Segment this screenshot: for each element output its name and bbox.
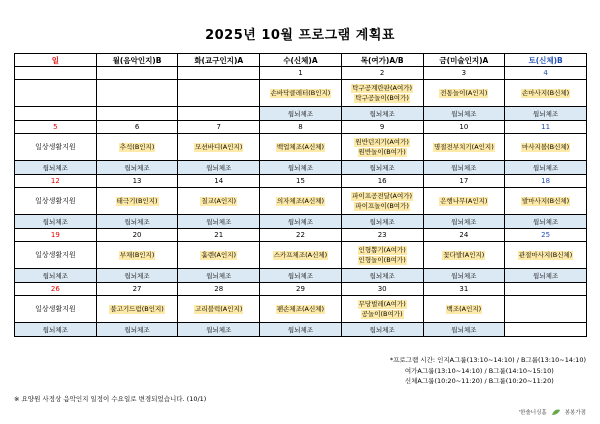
program-row: [15, 80, 587, 107]
date-cell: 4: [505, 67, 587, 80]
program-item: 훌렌(A인지): [201, 250, 237, 259]
date-row: [15, 229, 587, 242]
program-item: 무당벌레(A여가): [358, 299, 406, 308]
daily-support-label: 일상생활지원: [35, 197, 76, 205]
exercise-cell: 웜뇌체조: [260, 107, 342, 121]
program-cell: [341, 80, 423, 107]
date-cell: 24: [423, 229, 505, 242]
date-cell: 3: [423, 67, 505, 80]
note-line: 신체A그룹(10:20~11:20) / B그룹(10:20~11:20): [404, 377, 554, 385]
program-item: 전통놀이(A인지): [440, 88, 488, 97]
exercise-cell: 웜뇌체조: [505, 107, 587, 121]
program-item: 태극기(B인지): [116, 196, 158, 205]
date-cell: 9: [341, 121, 423, 134]
program-item: 관절마사지(B신체): [518, 250, 573, 259]
note-line: 여가A그룹(13:10~14:10) / B그룹(14:10~15:10): [404, 366, 554, 375]
program-item: 탁구공놀이(B여가): [355, 93, 409, 102]
exercise-cell: 웜뇌체조: [341, 215, 423, 229]
program-cell: [96, 296, 178, 323]
program-item: 의자체조(A신체): [276, 196, 325, 205]
exercise-row: [15, 161, 587, 175]
exercise-cell: 웜뇌체조: [178, 269, 260, 283]
program-cell: [96, 242, 178, 269]
daily-support-label: 일상생활지원: [35, 143, 76, 151]
exercise-cell: 웜뇌체조: [15, 323, 97, 337]
exercise-cell: 웜뇌체조: [260, 269, 342, 283]
schedule-change-notice: ※ 요양원 사정상 음악인지 일정이 수요일로 변경되었습니다. (10/1): [14, 395, 207, 403]
program-cell: [15, 242, 97, 269]
footer: [519, 408, 586, 416]
program-time-notes: [390, 355, 586, 387]
weekday-header: 월(음악인지)B: [96, 54, 178, 67]
daily-support-label: 일상생활지원: [35, 305, 76, 313]
program-cell: [341, 242, 423, 269]
program-cell: [15, 80, 97, 107]
program-item: 발마사지(B신체): [522, 196, 570, 205]
program-cell: [505, 80, 587, 107]
program-item: 인형뽑기(A여가): [358, 245, 406, 254]
program-cell: [423, 80, 505, 107]
date-cell: 12: [15, 175, 97, 188]
exercise-cell: [96, 107, 178, 121]
exercise-cell: 웜뇌체조: [341, 323, 423, 337]
date-cell: 1: [260, 67, 342, 80]
page-title: 2025년 10월 프로그램 계획표: [205, 28, 395, 43]
exercise-cell: 웜뇌체조: [423, 323, 505, 337]
program-item: 원반던지기(A여가): [355, 137, 409, 146]
date-cell: 11: [505, 121, 587, 134]
exercise-cell: [178, 107, 260, 121]
date-cell: 27: [96, 283, 178, 296]
exercise-cell: 웜뇌체조: [178, 323, 260, 337]
exercise-cell: 웜뇌체조: [96, 215, 178, 229]
date-cell: 2: [341, 67, 423, 80]
date-cell: 30: [341, 283, 423, 296]
program-cell: [341, 134, 423, 161]
program-cell: [260, 188, 342, 215]
exercise-cell: 웜뇌체조: [178, 215, 260, 229]
date-cell: 23: [341, 229, 423, 242]
exercise-cell: 웜뇌체조: [423, 269, 505, 283]
program-cell: [423, 242, 505, 269]
program-cell: [423, 134, 505, 161]
program-row: [15, 296, 587, 323]
program-cell: [15, 188, 97, 215]
weekday-header: 일: [15, 54, 97, 67]
exercise-row: [15, 323, 587, 337]
date-cell: 16: [341, 175, 423, 188]
program-cell: [423, 188, 505, 215]
program-cell: [260, 296, 342, 323]
program-cell: [505, 296, 587, 323]
program-item: 인형놀이(B여가): [358, 255, 406, 264]
program-cell: [15, 134, 97, 161]
date-cell: 7: [178, 121, 260, 134]
program-cell: [178, 296, 260, 323]
program-cell: [260, 80, 342, 107]
date-cell: 25: [505, 229, 587, 242]
program-item: 추석(B인지): [119, 142, 155, 151]
program-item: 탁구공계란판(A여가): [352, 83, 413, 92]
exercise-cell: 웜뇌체조: [341, 107, 423, 121]
program-row: [15, 242, 587, 269]
exercise-cell: 웜뇌체조: [96, 161, 178, 175]
program-cell: [260, 242, 342, 269]
program-item: 파이프놀이(B여가): [355, 201, 409, 210]
program-cell: [178, 188, 260, 215]
calendar-table: [14, 53, 587, 337]
note-line: *프로그램 시간: 인지A그룹(13:10~14:10) / B그룹(13:10~14:10): [389, 356, 586, 364]
program-item: 백조(A인지): [446, 304, 482, 313]
program-item: 불고기드럼(B인지): [110, 304, 164, 313]
branch-name: 봉봉가점: [564, 410, 586, 416]
date-cell: 20: [96, 229, 178, 242]
program-cell: [15, 296, 97, 323]
date-cell: 5: [15, 121, 97, 134]
weekday-header: 화(교구인지)A: [178, 54, 260, 67]
weekday-header: 수(신체)A: [260, 54, 342, 67]
exercise-cell: 웜뇌체조: [505, 215, 587, 229]
program-item: 파이프공전달(A여가): [352, 191, 413, 200]
exercise-row: [15, 215, 587, 229]
date-cell: 10: [423, 121, 505, 134]
weekday-header: 토(신체)B: [505, 54, 587, 67]
exercise-cell: 웜뇌체조: [96, 323, 178, 337]
daily-support-label: 일상생활지원: [35, 251, 76, 259]
date-cell: 22: [260, 229, 342, 242]
date-cell: 29: [260, 283, 342, 296]
program-cell: [260, 134, 342, 161]
program-item: 공놀이(B여가): [361, 309, 403, 318]
program-row: [15, 188, 587, 215]
weekday-header: 목(여가)A/B: [341, 54, 423, 67]
date-cell: 8: [260, 121, 342, 134]
exercise-cell: 웜뇌체조: [423, 107, 505, 121]
date-cell: 17: [423, 175, 505, 188]
program-cell: [505, 242, 587, 269]
program-item: 팬손체조(A신체): [276, 304, 325, 313]
program-item: 꽃다발(A인지): [443, 250, 485, 259]
exercise-cell: 웜뇌체조: [260, 323, 342, 337]
exercise-cell: [15, 107, 97, 121]
program-cell: [178, 242, 260, 269]
facility-name: '한솔너싱홈: [518, 410, 547, 416]
exercise-cell: 웜뇌체조: [341, 161, 423, 175]
program-item: 모션바디(A인지): [195, 142, 243, 151]
program-item: 마사지볼(B신체): [522, 142, 570, 151]
date-cell: 21: [178, 229, 260, 242]
program-item: 손마사지(B신체): [522, 88, 570, 97]
program-item: 은행나무(A인지): [440, 196, 488, 205]
program-item: 손바닥클레터(B인지): [270, 88, 331, 97]
exercise-cell: 웜뇌체조: [96, 269, 178, 283]
program-cell: [96, 134, 178, 161]
weekday-header: 금(미술인지)A: [423, 54, 505, 67]
date-row: [15, 121, 587, 134]
date-row: [15, 175, 587, 188]
program-cell: [341, 296, 423, 323]
program-item: 칠교(A인지): [201, 196, 237, 205]
program-item: 백업체조(A신체): [276, 142, 325, 151]
exercise-cell: 웜뇌체조: [341, 269, 423, 283]
date-cell: 6: [96, 121, 178, 134]
exercise-cell: 웜뇌체조: [505, 161, 587, 175]
program-cell: [505, 188, 587, 215]
exercise-cell: 웜뇌체조: [260, 215, 342, 229]
program-cell: [178, 80, 260, 107]
program-cell: [505, 134, 587, 161]
exercise-cell: 웜뇌체조: [505, 269, 587, 283]
exercise-cell: 웜뇌체조: [15, 269, 97, 283]
exercise-cell: 웜뇌체조: [423, 161, 505, 175]
program-cell: [341, 188, 423, 215]
date-cell: [96, 67, 178, 80]
date-row: [15, 283, 587, 296]
program-cell: [178, 134, 260, 161]
exercise-row: [15, 269, 587, 283]
program-item: 고리블럭(A인지): [195, 304, 243, 313]
program-item: 명절전부치기(A인지): [433, 142, 494, 151]
date-cell: [505, 283, 587, 296]
program-item: 원반놀이(B여가): [358, 147, 406, 156]
date-row: [15, 67, 587, 80]
exercise-cell: 웜뇌체조: [15, 215, 97, 229]
weekday-header-row: [15, 54, 587, 67]
calendar-body: [15, 67, 587, 337]
date-cell: [15, 67, 97, 80]
date-cell: 26: [15, 283, 97, 296]
exercise-cell: 웜뇌체조: [423, 215, 505, 229]
date-cell: 31: [423, 283, 505, 296]
date-cell: 14: [178, 175, 260, 188]
exercise-cell: [505, 323, 587, 337]
exercise-cell: 웜뇌체조: [15, 161, 97, 175]
program-cell: [96, 80, 178, 107]
date-cell: 18: [505, 175, 587, 188]
program-row: [15, 134, 587, 161]
program-cell: [96, 188, 178, 215]
program-item: 스카프체조(A신체): [273, 250, 328, 259]
exercise-row: [15, 107, 587, 121]
program-cell: [423, 296, 505, 323]
exercise-cell: 웜뇌체조: [178, 161, 260, 175]
date-cell: [178, 67, 260, 80]
date-cell: 15: [260, 175, 342, 188]
leaf-logo-icon: [551, 408, 561, 416]
date-cell: 13: [96, 175, 178, 188]
exercise-cell: 웜뇌체조: [260, 161, 342, 175]
date-cell: 19: [15, 229, 97, 242]
program-item: 부채(B인지): [119, 250, 155, 259]
date-cell: 28: [178, 283, 260, 296]
